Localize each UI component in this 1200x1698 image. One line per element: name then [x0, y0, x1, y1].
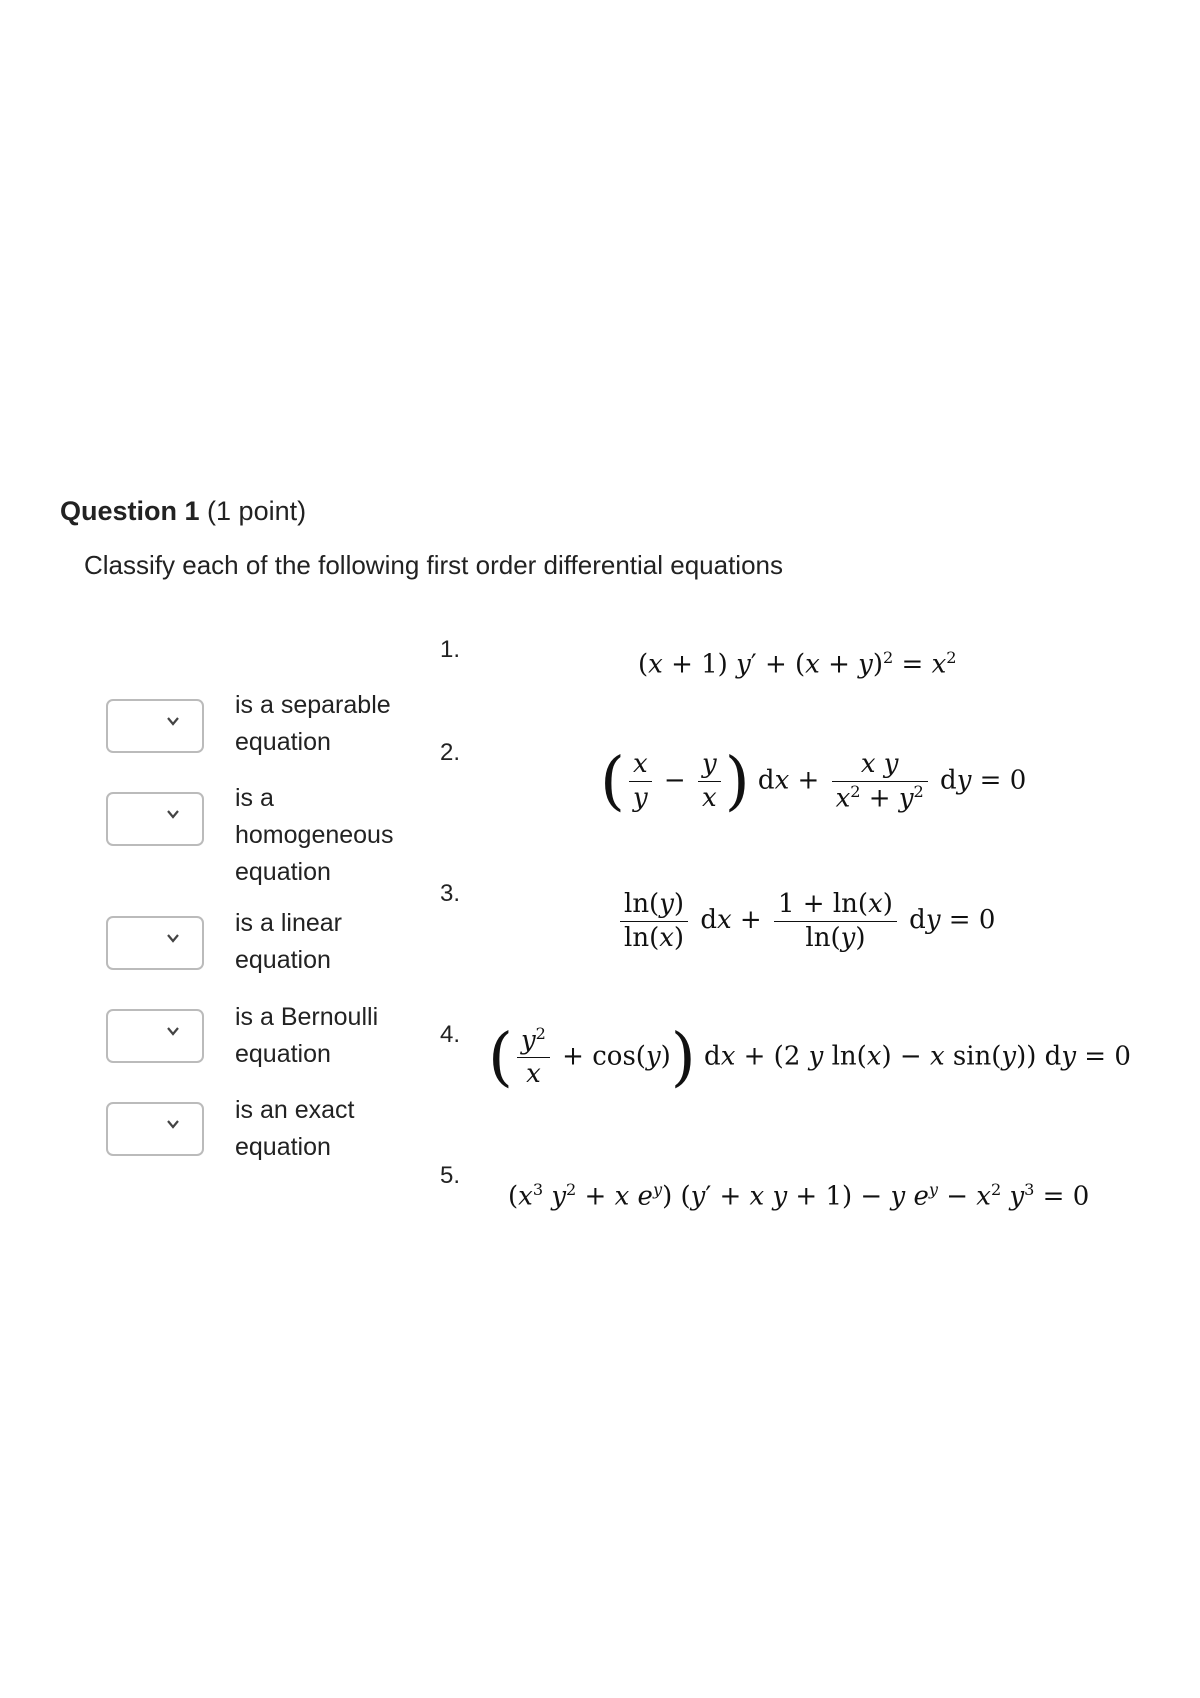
question-instruction: Classify each of the following first order differential equations — [84, 550, 784, 580]
chevron-down-icon — [166, 931, 180, 945]
equation-3: $\frac{\ln(y)}{\ln(x)}$ dx + $\frac{1 + \ln(x)}{\ln(y)}$ dy = 0 — [616, 888, 995, 954]
chevron-down-icon — [166, 1024, 180, 1038]
equation-number-3: 3. — [440, 880, 461, 907]
classification-select-5[interactable] — [106, 1102, 204, 1156]
option-label-linear: is a linear equation — [235, 909, 342, 974]
classification-select-1[interactable] — [106, 699, 204, 753]
equation-number-5: 5. — [440, 1162, 461, 1189]
option-label-separable: is a separable equation — [235, 691, 391, 756]
chevron-down-icon — [166, 807, 180, 821]
question-header — [60, 496, 306, 527]
option-label-bernoulli: is a Bernoulli equation — [235, 1003, 379, 1068]
equation-number-2: 2. — [440, 739, 461, 766]
equation-number-1: 1. — [440, 636, 461, 663]
classification-select-4[interactable] — [106, 1009, 204, 1063]
option-label-exact: is an exact equation — [235, 1096, 355, 1161]
option-label-homogeneous: is a homogeneous equation — [235, 784, 394, 886]
equation-1: (x + 1) $y' + (x + y)^2 = x^2$ — [638, 648, 957, 680]
classification-select-2[interactable] — [106, 792, 204, 846]
equation-4: ( $\frac{y^2}{x}$ + cos(y)) dx + (2 y ln(x) − x sin(y)) dy = 0 — [488, 1020, 1131, 1095]
equation-5: ($x^3$ $y^2 + x$ $e^y$) (y′ + x y + 1) − y $e^y - x^2$ $y^3 = 0$ — [508, 1180, 1090, 1212]
question-points: (1 point) — [207, 496, 307, 526]
classification-select-3[interactable] — [106, 916, 204, 970]
question-title: Question 1 — [60, 496, 200, 526]
chevron-down-icon — [166, 1117, 180, 1131]
equation-2: ( $\frac{x}{y}$ − $\frac{y}{x}$ ) dx + $\frac{\text{x y}}{x^2 + y^2}$ dy = 0 — [600, 744, 1027, 819]
chevron-down-icon — [166, 714, 180, 728]
equation-number-4: 4. — [440, 1021, 461, 1048]
